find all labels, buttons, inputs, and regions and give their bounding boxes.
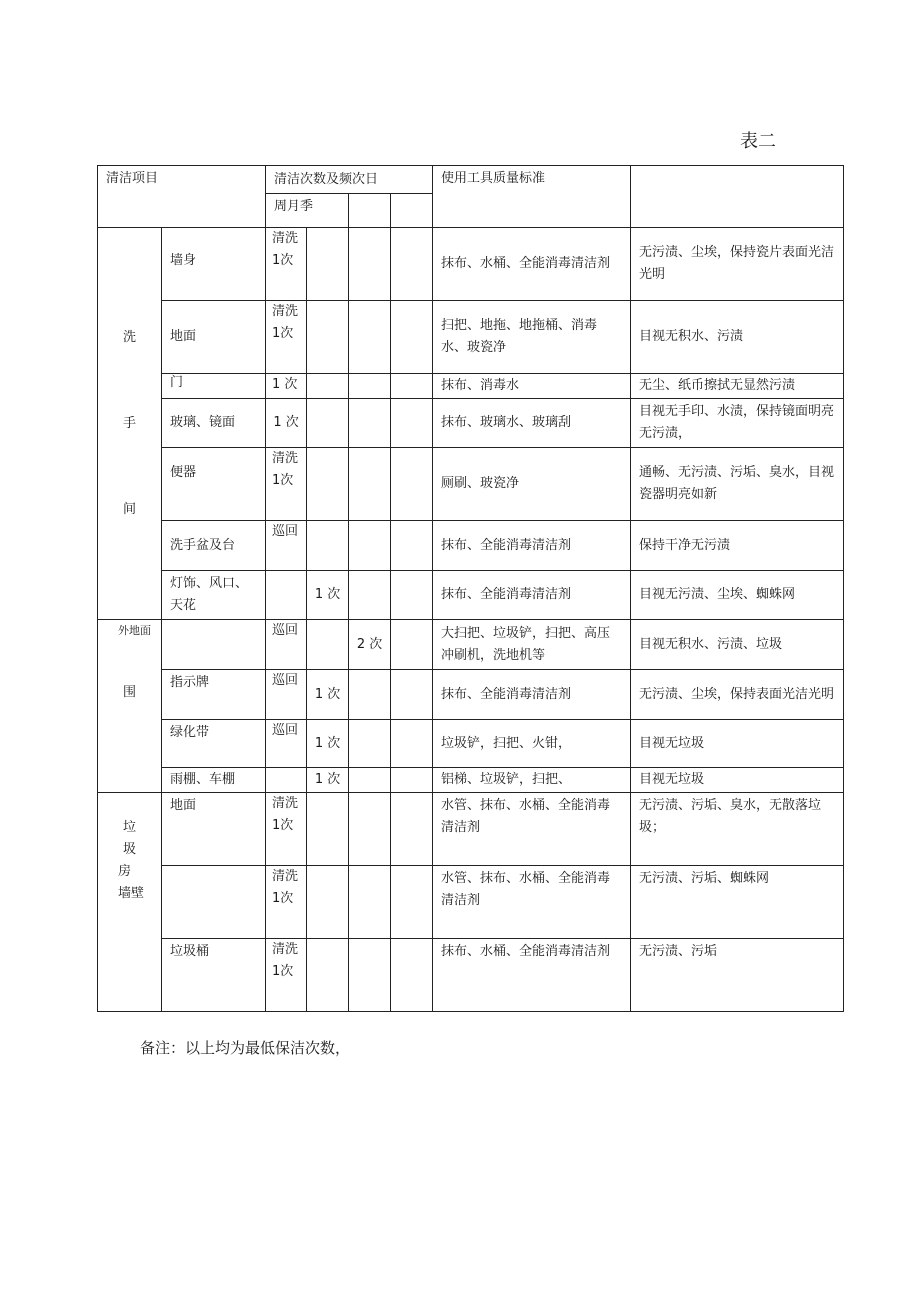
row-weekly: [307, 448, 349, 521]
row-monthly: [349, 448, 391, 521]
table-row: [98, 720, 844, 768]
row-tools: 大扫把、垃圾铲，扫把、高压冲刷机，洗地机等: [433, 620, 631, 670]
row-monthly: [349, 301, 391, 374]
row-weekly: [307, 399, 349, 448]
footnote: 备注：以上均为最低保洁次数，: [140, 1039, 351, 1057]
row-weekly: [307, 374, 349, 399]
row-daily: [266, 768, 307, 793]
table-row: [98, 228, 844, 301]
row-quarterly: [391, 620, 433, 670]
table-row: [98, 768, 844, 793]
row-tools: 水管、抹布、水桶、全能消毒清洁剂: [433, 793, 631, 866]
row-weekly: [307, 620, 349, 670]
header-sub-cell: [349, 194, 391, 228]
row-quarterly: [391, 720, 433, 768]
table-row: [98, 521, 844, 571]
row-monthly: [349, 768, 391, 793]
row-tools: 扫把、地拖、地拖桶、消毒水、玻瓷净: [433, 301, 631, 374]
row-standard: 无尘、纸币擦拭无显然污渍: [631, 374, 844, 399]
header-item: 清洁项目: [98, 166, 266, 228]
header-frequency: 清洁次数及频次日: [266, 166, 433, 194]
row-weekly: [307, 939, 349, 1012]
row-daily: 清洗 1次: [266, 301, 307, 374]
row-standard: 目视无手印、水渍，保持镜面明亮无污渍，: [631, 399, 844, 448]
row-standard: 目视无积水、污渍: [631, 301, 844, 374]
row-quarterly: [391, 374, 433, 399]
row-weekly: 1 次: [307, 571, 349, 620]
row-quarterly: [391, 228, 433, 301]
row-standard: 无污渍、污垢、臭水，无散落垃圾；: [631, 793, 844, 866]
row-monthly: 2 次: [349, 620, 391, 670]
row-standard: 保持干净无污渍: [631, 521, 844, 571]
row-daily: 1 次: [266, 399, 307, 448]
row-tools: 抹布、消毒水: [433, 374, 631, 399]
row-item: [162, 620, 266, 670]
row-daily: [266, 571, 307, 620]
row-weekly: [307, 301, 349, 374]
row-monthly: [349, 521, 391, 571]
row-monthly: [349, 720, 391, 768]
table-row: [98, 620, 844, 670]
cleaning-schedule-table: [97, 165, 844, 1012]
row-monthly: [349, 571, 391, 620]
row-daily: 清洗 1次: [266, 793, 307, 866]
row-tools: 抹布、玻璃水、玻璃刮: [433, 399, 631, 448]
table-row: [98, 301, 844, 374]
row-daily: 1 次: [266, 374, 307, 399]
row-standard: 目视无污渍、尘埃、蜘蛛网: [631, 571, 844, 620]
header-blank: [631, 166, 844, 228]
row-item: 灯饰、风口、天花: [162, 571, 266, 620]
row-monthly: [349, 793, 391, 866]
row-tools: 抹布、水桶、全能消毒清洁剂: [433, 939, 631, 1012]
row-weekly: 1 次: [307, 670, 349, 720]
row-monthly: [349, 670, 391, 720]
row-standard: 目视无垃圾: [631, 720, 844, 768]
header-sub-cell: [391, 194, 433, 228]
row-monthly: [349, 866, 391, 939]
row-quarterly: [391, 939, 433, 1012]
row-monthly: [349, 374, 391, 399]
header-tools-standard: 使用工具质量标准: [433, 166, 631, 228]
row-monthly: [349, 939, 391, 1012]
row-daily: 清洗 1次: [266, 866, 307, 939]
row-tools: 铝梯、垃圾铲，扫把、: [433, 768, 631, 793]
row-daily: 巡回: [266, 620, 307, 670]
row-standard: 目视无积水、污渍、垃圾: [631, 620, 844, 670]
row-standard: 通畅、无污渍、污垢、臭水，目视瓷器明亮如新: [631, 448, 844, 521]
row-quarterly: [391, 670, 433, 720]
table-row: [98, 571, 844, 620]
row-quarterly: [391, 571, 433, 620]
row-tools: 水管、抹布、水桶、全能消毒清洁剂: [433, 866, 631, 939]
row-quarterly: [391, 448, 433, 521]
row-standard: 无污渍、污垢: [631, 939, 844, 1012]
row-item: 指示牌: [162, 670, 266, 720]
row-weekly: [307, 228, 349, 301]
row-quarterly: [391, 521, 433, 571]
row-standard: 无污渍、尘埃，保持表面光洁光明: [631, 670, 844, 720]
row-item: 玻璃、镜面: [162, 399, 266, 448]
category-washroom: 洗 手 间: [98, 228, 162, 620]
row-daily: 清洗 1次: [266, 939, 307, 1012]
row-item: 雨棚、车棚: [162, 768, 266, 793]
table-row: [98, 939, 844, 1012]
row-item: 墙身: [162, 228, 266, 301]
row-standard: 无污渍、污垢、蜘蛛网: [631, 866, 844, 939]
row-quarterly: [391, 301, 433, 374]
row-item: 地面: [162, 793, 266, 866]
table-row: [98, 399, 844, 448]
table-row: [98, 448, 844, 521]
row-quarterly: [391, 768, 433, 793]
row-item: 垃圾桶: [162, 939, 266, 1012]
row-daily: 巡回: [266, 670, 307, 720]
page-label: 表二: [740, 131, 776, 152]
row-quarterly: [391, 793, 433, 866]
row-monthly: [349, 228, 391, 301]
row-tools: 垃圾铲，扫把、火钳，: [433, 720, 631, 768]
row-item: 便器: [162, 448, 266, 521]
category-garbage-room: 垃 圾 房 墙壁: [98, 793, 162, 1012]
row-standard: 无污渍、尘埃，保持瓷片表面光洁光明: [631, 228, 844, 301]
row-tools: 抹布、水桶、全能消毒清洁剂: [433, 228, 631, 301]
row-item: 洗手盆及台: [162, 521, 266, 571]
row-weekly: 1 次: [307, 720, 349, 768]
row-item: [162, 866, 266, 939]
row-item: 地面: [162, 301, 266, 374]
row-weekly: [307, 866, 349, 939]
row-weekly: [307, 793, 349, 866]
row-daily: 巡回: [266, 521, 307, 571]
header-frequency-sub: 周月季: [266, 194, 349, 228]
row-tools: 抹布、全能消毒清洁剂: [433, 571, 631, 620]
row-quarterly: [391, 866, 433, 939]
row-quarterly: [391, 399, 433, 448]
table-row: [98, 670, 844, 720]
row-tools: 厕刷、玻瓷净: [433, 448, 631, 521]
row-weekly: [307, 521, 349, 571]
row-tools: 抹布、全能消毒清洁剂: [433, 521, 631, 571]
row-daily: 巡回: [266, 720, 307, 768]
row-tools: 抹布、全能消毒清洁剂: [433, 670, 631, 720]
category-outer: 外地面 围: [98, 620, 162, 793]
row-daily: 清洗 1次: [266, 228, 307, 301]
table-row: [98, 374, 844, 399]
table-row: [98, 793, 844, 866]
row-daily: 清洗 1次: [266, 448, 307, 521]
row-item: 绿化带: [162, 720, 266, 768]
row-weekly: 1 次: [307, 768, 349, 793]
row-monthly: [349, 399, 391, 448]
row-item: 门: [162, 374, 266, 399]
row-standard: 目视无垃圾: [631, 768, 844, 793]
table-row: [98, 866, 844, 939]
